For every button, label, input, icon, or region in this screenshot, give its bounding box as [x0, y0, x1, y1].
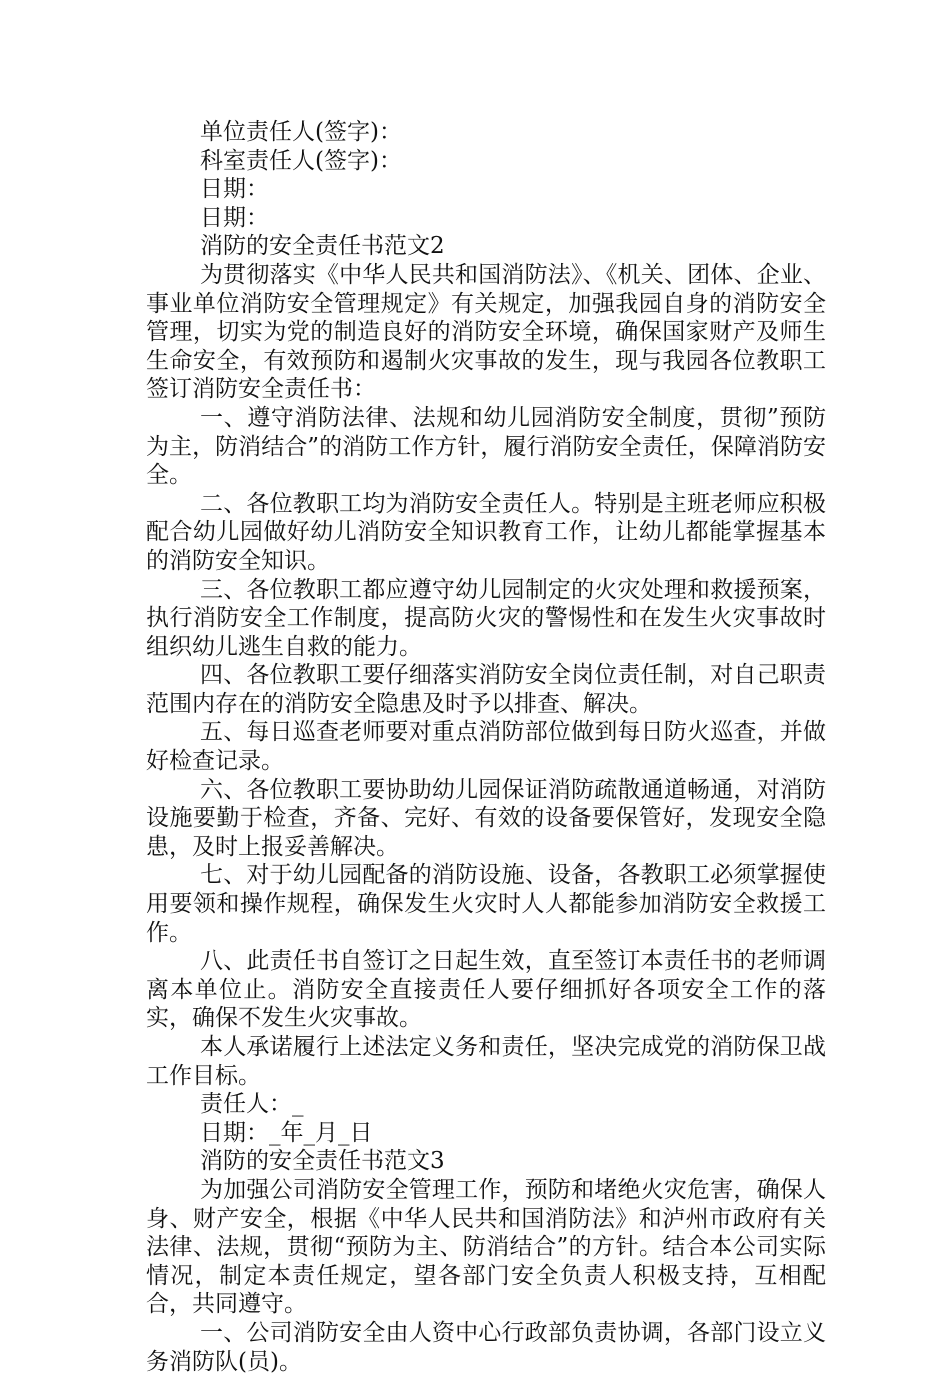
clause-paragraph: 七、对于幼儿园配备的消防设施、设备，各教职工必须掌握使用要领和操作规程，确保发生火灾时人人都能参加消防安全救援工作。 — [146, 862, 826, 946]
signature-dept-line: 科室责任人(签字)： — [200, 147, 402, 174]
clause-paragraph: 八、此责任书自签订之日起生效，直至签订本责任书的老师调离本单位止。消防安全直接责任人要仔细抓好各项安全工作的落实，确保不发生火灾事故。 — [146, 948, 826, 1032]
intro-paragraph: 为加强公司消防安全管理工作，预防和堵绝火灾危害，确保人身、财产安全，根据《中华人民共和国消防法》和泸州市政府有关法律、法规，贯彻“预防为主、防消结合”的方针。结合本公司实际情况，制定本责任规定，望各部门安全负责人积极支持，互相配合，共同遵守。 — [146, 1176, 826, 1318]
pledge-paragraph: 本人承诺履行上述法定义务和责任，坚决完成党的消防保卫战工作目标。 — [146, 1034, 826, 1089]
clause-paragraph: 四、各位教职工要仔细落实消防安全岗位责任制，对自己职责范围内存在的消防安全隐患及时予以排查、解决。 — [146, 662, 826, 717]
clause-paragraph: 五、每日巡查老师要对重点消防部位做到每日防火巡查，并做好检查记录。 — [146, 719, 826, 775]
section-title: 消防的安全责任书范文2 — [200, 233, 445, 260]
clause-paragraph: 一、公司消防安全由人资中心行政部负责协调，各部门设立义务消防队(员)。 — [146, 1319, 826, 1375]
clause-paragraph: 三、各位教职工都应遵守幼儿园制定的火灾处理和救援预案，执行消防安全工作制度，提高防火灾的警惕性和在发生火灾事故时组织幼儿逃生自救的能力。 — [146, 576, 826, 660]
clause-paragraph: 一、遵守消防法律、法规和幼儿园消防安全制度，贯彻”预防为主，防消结合”的消防工作方针，履行消防安全责任，保障消防安全。 — [146, 404, 826, 489]
date-line: 日期： — [200, 176, 269, 203]
signature-unit-line: 单位责任人(签字)： — [200, 119, 402, 145]
section-title: 消防的安全责任书范文3 — [200, 1148, 445, 1175]
intro-paragraph: 为贯彻落实《中华人民共和国消防法》、《机关、团体、企业、事业单位消防安全管理规定》有关规定，加强我园自身的消防安全管理，切实为党的制造良好的消防安全环境，确保国家财产及师生生命安全，有效预防和遏制火灾事故的发生，现与我园各位教职工签订消防安全责任书： — [146, 261, 826, 403]
clause-paragraph: 六、各位教职工要协助幼儿园保证消防疏散通道畅通，对消防设施要勤于检查，齐备、完好、有效的设备要保管好，发现安全隐患，及时上报妥善解决。 — [146, 776, 826, 860]
signature-person-line: 责任人：_ — [200, 1091, 304, 1118]
document-body — [146, 118, 826, 1376]
date-line: 日期：_年_月_日 — [200, 1119, 373, 1146]
date-line: 日期： — [200, 204, 269, 231]
clause-paragraph: 二、各位教职工均为消防安全责任人。特别是主班老师应积极配合幼儿园做好幼儿消防安全知识教育工作，让幼儿都能掌握基本的消防安全知识。 — [146, 490, 826, 574]
